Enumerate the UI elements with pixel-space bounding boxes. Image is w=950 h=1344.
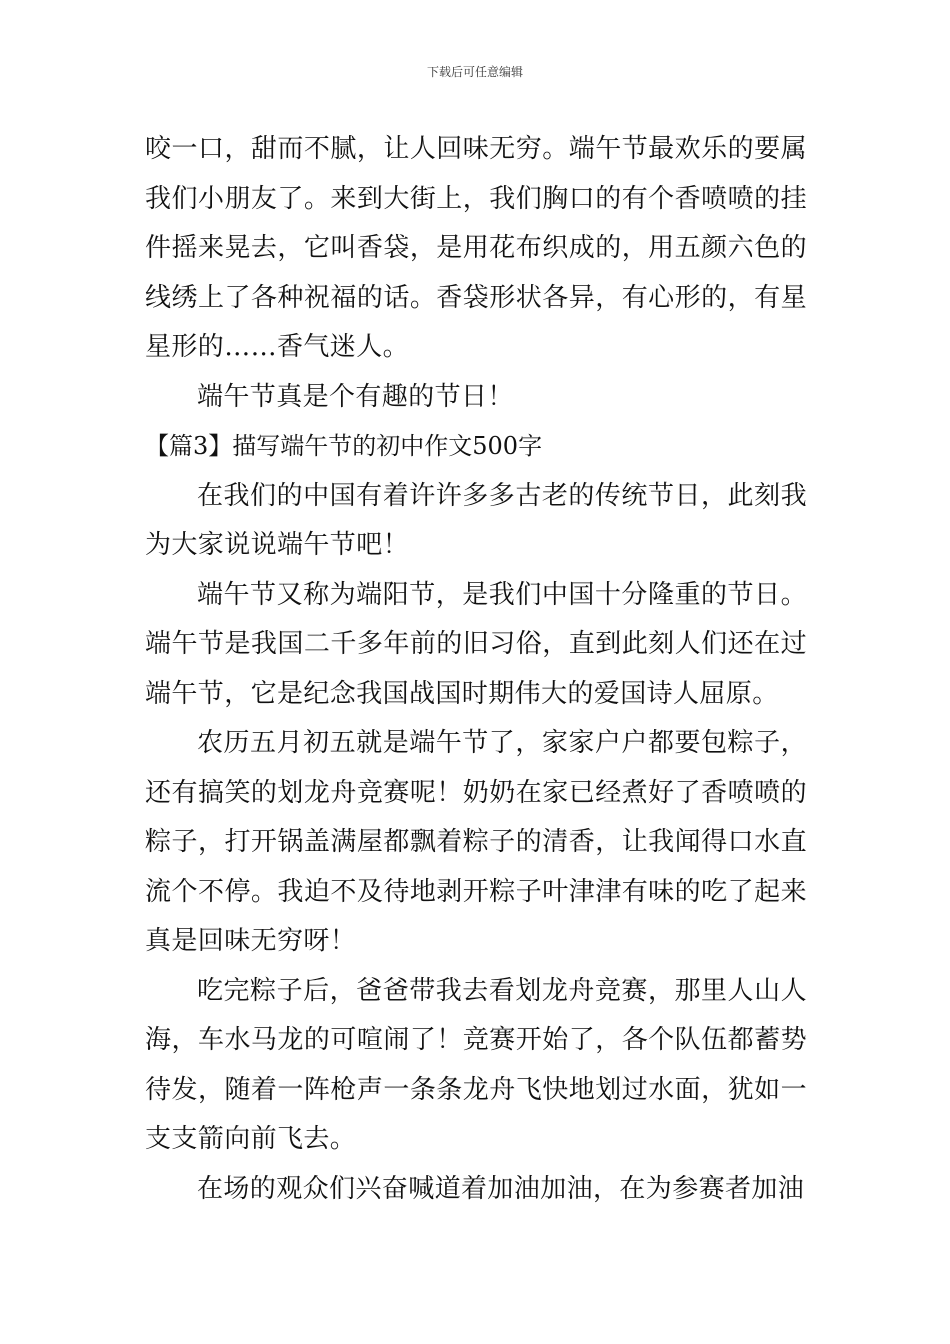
paragraph: 农历五月初五就是端午节了，家家户户都要包粽子，还有搞笑的划龙舟竞赛呢！奶奶在家已经煮好了香喷喷的粽子，打开锅盖满屋都飘着粽子的清香，让我闻得口水直流个不停。我迫不及待地剥开粽子叶津津有味的吃了起来真是回味无穷呀！ <box>145 728 807 956</box>
section-heading: 【篇3】描写端午节的初中作文500字 <box>145 432 543 460</box>
paragraph: 咬一口，甜而不腻，让人回味无穷。端午节最欢乐的要属我们小朋友了。来到大街上，我们胸口的有个香喷喷的挂件摇来晃去，它叫香袋，是用花布织成的，用五颜六色的线绣上了各种祝福的话。香袋形状各异，有心形的，有星星形的……香气迷人。 <box>145 134 807 362</box>
paragraph: 端午节又称为端阳节，是我们中国十分隆重的节日。端午节是我国二千多年前的旧习俗，直到此刻人们还在过端午节，它是纪念我国战国时期伟大的爱国诗人屈原。 <box>145 579 807 709</box>
document-body <box>145 125 807 1214</box>
paragraph: 吃完粽子后，爸爸带我去看划龙舟竞赛，那里人山人海，车水马龙的可喧闹了！竞赛开始了，各个队伍都蓄势待发，随着一阵枪声一条条龙舟飞快地划过水面，犹如一支支箭向前飞去。 <box>145 975 807 1154</box>
paragraph: 在我们的中国有着许许多多古老的传统节日，此刻我为大家说说端午节吧！ <box>145 480 807 560</box>
page-header: 下载后可任意编辑 <box>426 65 523 79</box>
paragraph: 在场的观众们兴奋喊道着加油加油，在为参赛者加油 <box>197 1173 805 1204</box>
paragraph: 端午节真是个有趣的节日！ <box>197 381 514 412</box>
